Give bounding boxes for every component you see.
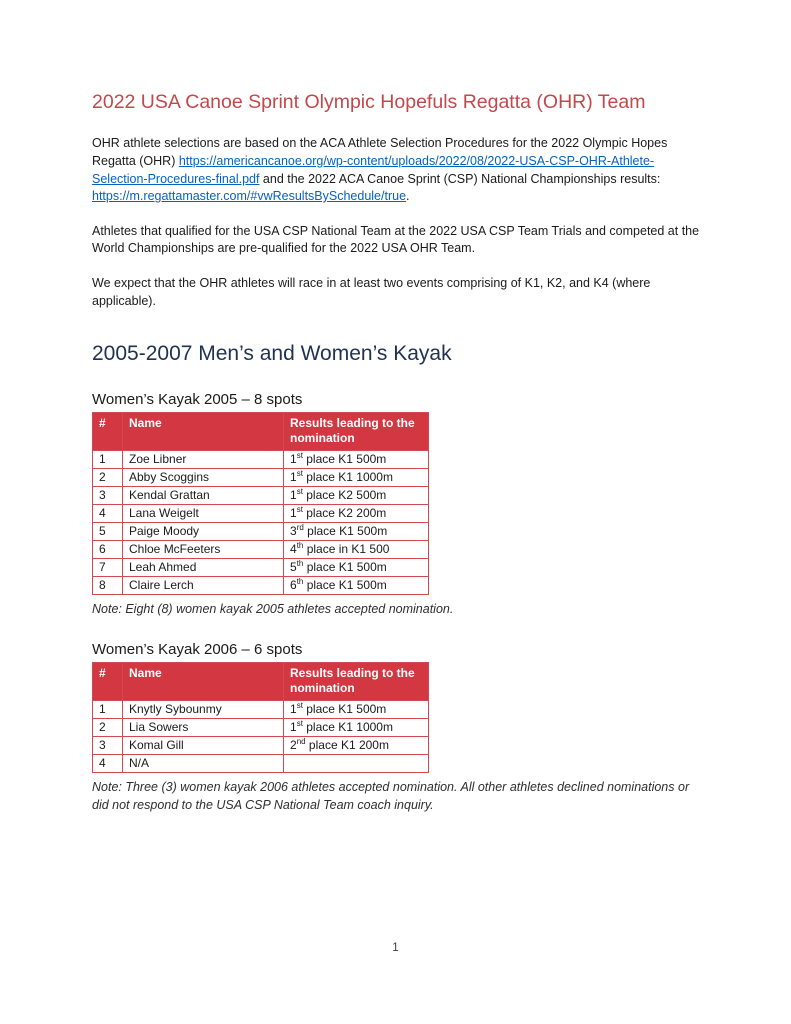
table-row (93, 541, 429, 559)
cell-result (284, 755, 429, 773)
cell-num: 3 (93, 737, 123, 755)
cell-num: 2 (93, 719, 123, 737)
section-heading-kayak: 2005-2007 Men’s and Women’s Kayak (92, 342, 452, 366)
table-row (93, 505, 429, 523)
intro-paragraph-1 (92, 135, 702, 205)
cell-name: Komal Gill (123, 737, 284, 755)
cell-name: Claire Lerch (123, 577, 284, 595)
cell-name: Lia Sowers (123, 719, 284, 737)
table-row (93, 451, 429, 469)
cell-name: Kendal Grattan (123, 487, 284, 505)
cell-result: 6th place K1 500m (284, 577, 429, 595)
cell-result: 1st place K2 200m (284, 505, 429, 523)
cell-result: 1st place K2 500m (284, 487, 429, 505)
cell-name: Abby Scoggins (123, 469, 284, 487)
table-row (93, 487, 429, 505)
cell-num: 8 (93, 577, 123, 595)
table-row (93, 737, 429, 755)
table-note-wk2005: Note: Eight (8) women kayak 2005 athletes accepted nomination. (92, 602, 454, 617)
ordinal-suffix: st (296, 469, 303, 479)
intro-p1-text-3: . (406, 189, 410, 204)
table-row (93, 755, 429, 773)
cell-num: 7 (93, 559, 123, 577)
header-cell-results: Results leading to the nomination (284, 413, 429, 451)
cell-result: 5th place K1 500m (284, 559, 429, 577)
header-cell-num: # (93, 413, 123, 451)
cell-name: Leah Ahmed (123, 559, 284, 577)
ordinal-suffix: st (296, 719, 303, 729)
link-regattamaster-results[interactable]: https://m.regattamaster.com/#vwResultsBySchedule/true (92, 189, 407, 204)
cell-num: 1 (93, 451, 123, 469)
cell-num: 2 (93, 469, 123, 487)
ordinal-suffix: st (296, 487, 303, 497)
ordinal-suffix: th (296, 541, 304, 551)
table-header-row (93, 413, 429, 451)
table-row (93, 701, 429, 719)
header-cell-num: # (93, 663, 123, 701)
cell-name: N/A (123, 755, 284, 773)
results-table-wk2005 (92, 412, 429, 595)
cell-result: 3rd place K1 500m (284, 523, 429, 541)
cell-result: 1st place K1 500m (284, 701, 429, 719)
cell-result: 2nd place K1 200m (284, 737, 429, 755)
table-row (93, 577, 429, 595)
link-selection-procedures-pdf[interactable]: https://americancanoe.org/wp-content/uploads/2022/08/2022-USA-CSP-OHR-Athlete-Selection-Procedures-final.pdf (92, 153, 655, 186)
intro-paragraph-3: We expect that the OHR athletes will race in at least two events comprising of K1, K2, and K4 (where applicable). (92, 275, 651, 308)
header-cell-name: Name (123, 413, 284, 451)
table-row (93, 523, 429, 541)
table-subheading-wk2005: Women’s Kayak 2005 – 8 spots (92, 391, 303, 409)
cell-name: Zoe Libner (123, 451, 284, 469)
ordinal-suffix: st (296, 701, 303, 711)
table-row (93, 719, 429, 737)
cell-num: 5 (93, 523, 123, 541)
intro-p1-text-1: OHR athlete selections are based on the ACA Athlete Selection Procedures for the 2022 Olympic Hopes Regatta (OHR) (92, 136, 668, 168)
cell-num: 3 (93, 487, 123, 505)
intro-paragraph-2: Athletes that qualified for the USA CSP National Team at the 2022 USA CSP Team Trials and competed at the World Championships are pre-qualified for the 2022 USA OHR Team. (92, 223, 700, 256)
cell-result: 1st place K1 1000m (284, 719, 429, 737)
cell-name: Lana Weigelt (123, 505, 284, 523)
document-content (92, 0, 702, 814)
page-number: 1 (392, 942, 399, 954)
cell-name: Paige Moody (123, 523, 284, 541)
header-cell-results: Results leading to the nomination (284, 663, 429, 701)
table-header-row (93, 663, 429, 701)
table-row (93, 469, 429, 487)
intro-p1-text-2: and the 2022 ACA Canoe Sprint (CSP) National Championships results: (259, 171, 661, 186)
cell-num: 6 (93, 541, 123, 559)
ordinal-suffix: st (296, 505, 303, 515)
cell-result: 4th place in K1 500 (284, 541, 429, 559)
cell-result: 1st place K1 500m (284, 451, 429, 469)
cell-num: 4 (93, 755, 123, 773)
ordinal-suffix: rd (296, 523, 304, 533)
cell-result: 1st place K1 1000m (284, 469, 429, 487)
ordinal-suffix: nd (296, 737, 306, 747)
ordinal-suffix: th (296, 559, 304, 569)
cell-num: 4 (93, 505, 123, 523)
ordinal-suffix: th (296, 577, 304, 587)
header-cell-name: Name (123, 663, 284, 701)
table-note-wk2006: Note: Three (3) women kayak 2006 athletes accepted nomination. All other athletes declined nominations or did not respond to the USA CSP National Team coach inquiry. (92, 780, 690, 812)
page-title: 2022 USA Canoe Sprint Olympic Hopefuls Regatta (OHR) Team (92, 91, 646, 113)
results-table-wk2006 (92, 662, 429, 773)
cell-name: Chloe McFeeters (123, 541, 284, 559)
table-subheading-wk2006: Women’s Kayak 2006 – 6 spots (92, 641, 303, 659)
cell-num: 1 (93, 701, 123, 719)
ordinal-suffix: st (296, 451, 303, 461)
table-row (93, 559, 429, 577)
cell-name: Knytly Sybounmy (123, 701, 284, 719)
